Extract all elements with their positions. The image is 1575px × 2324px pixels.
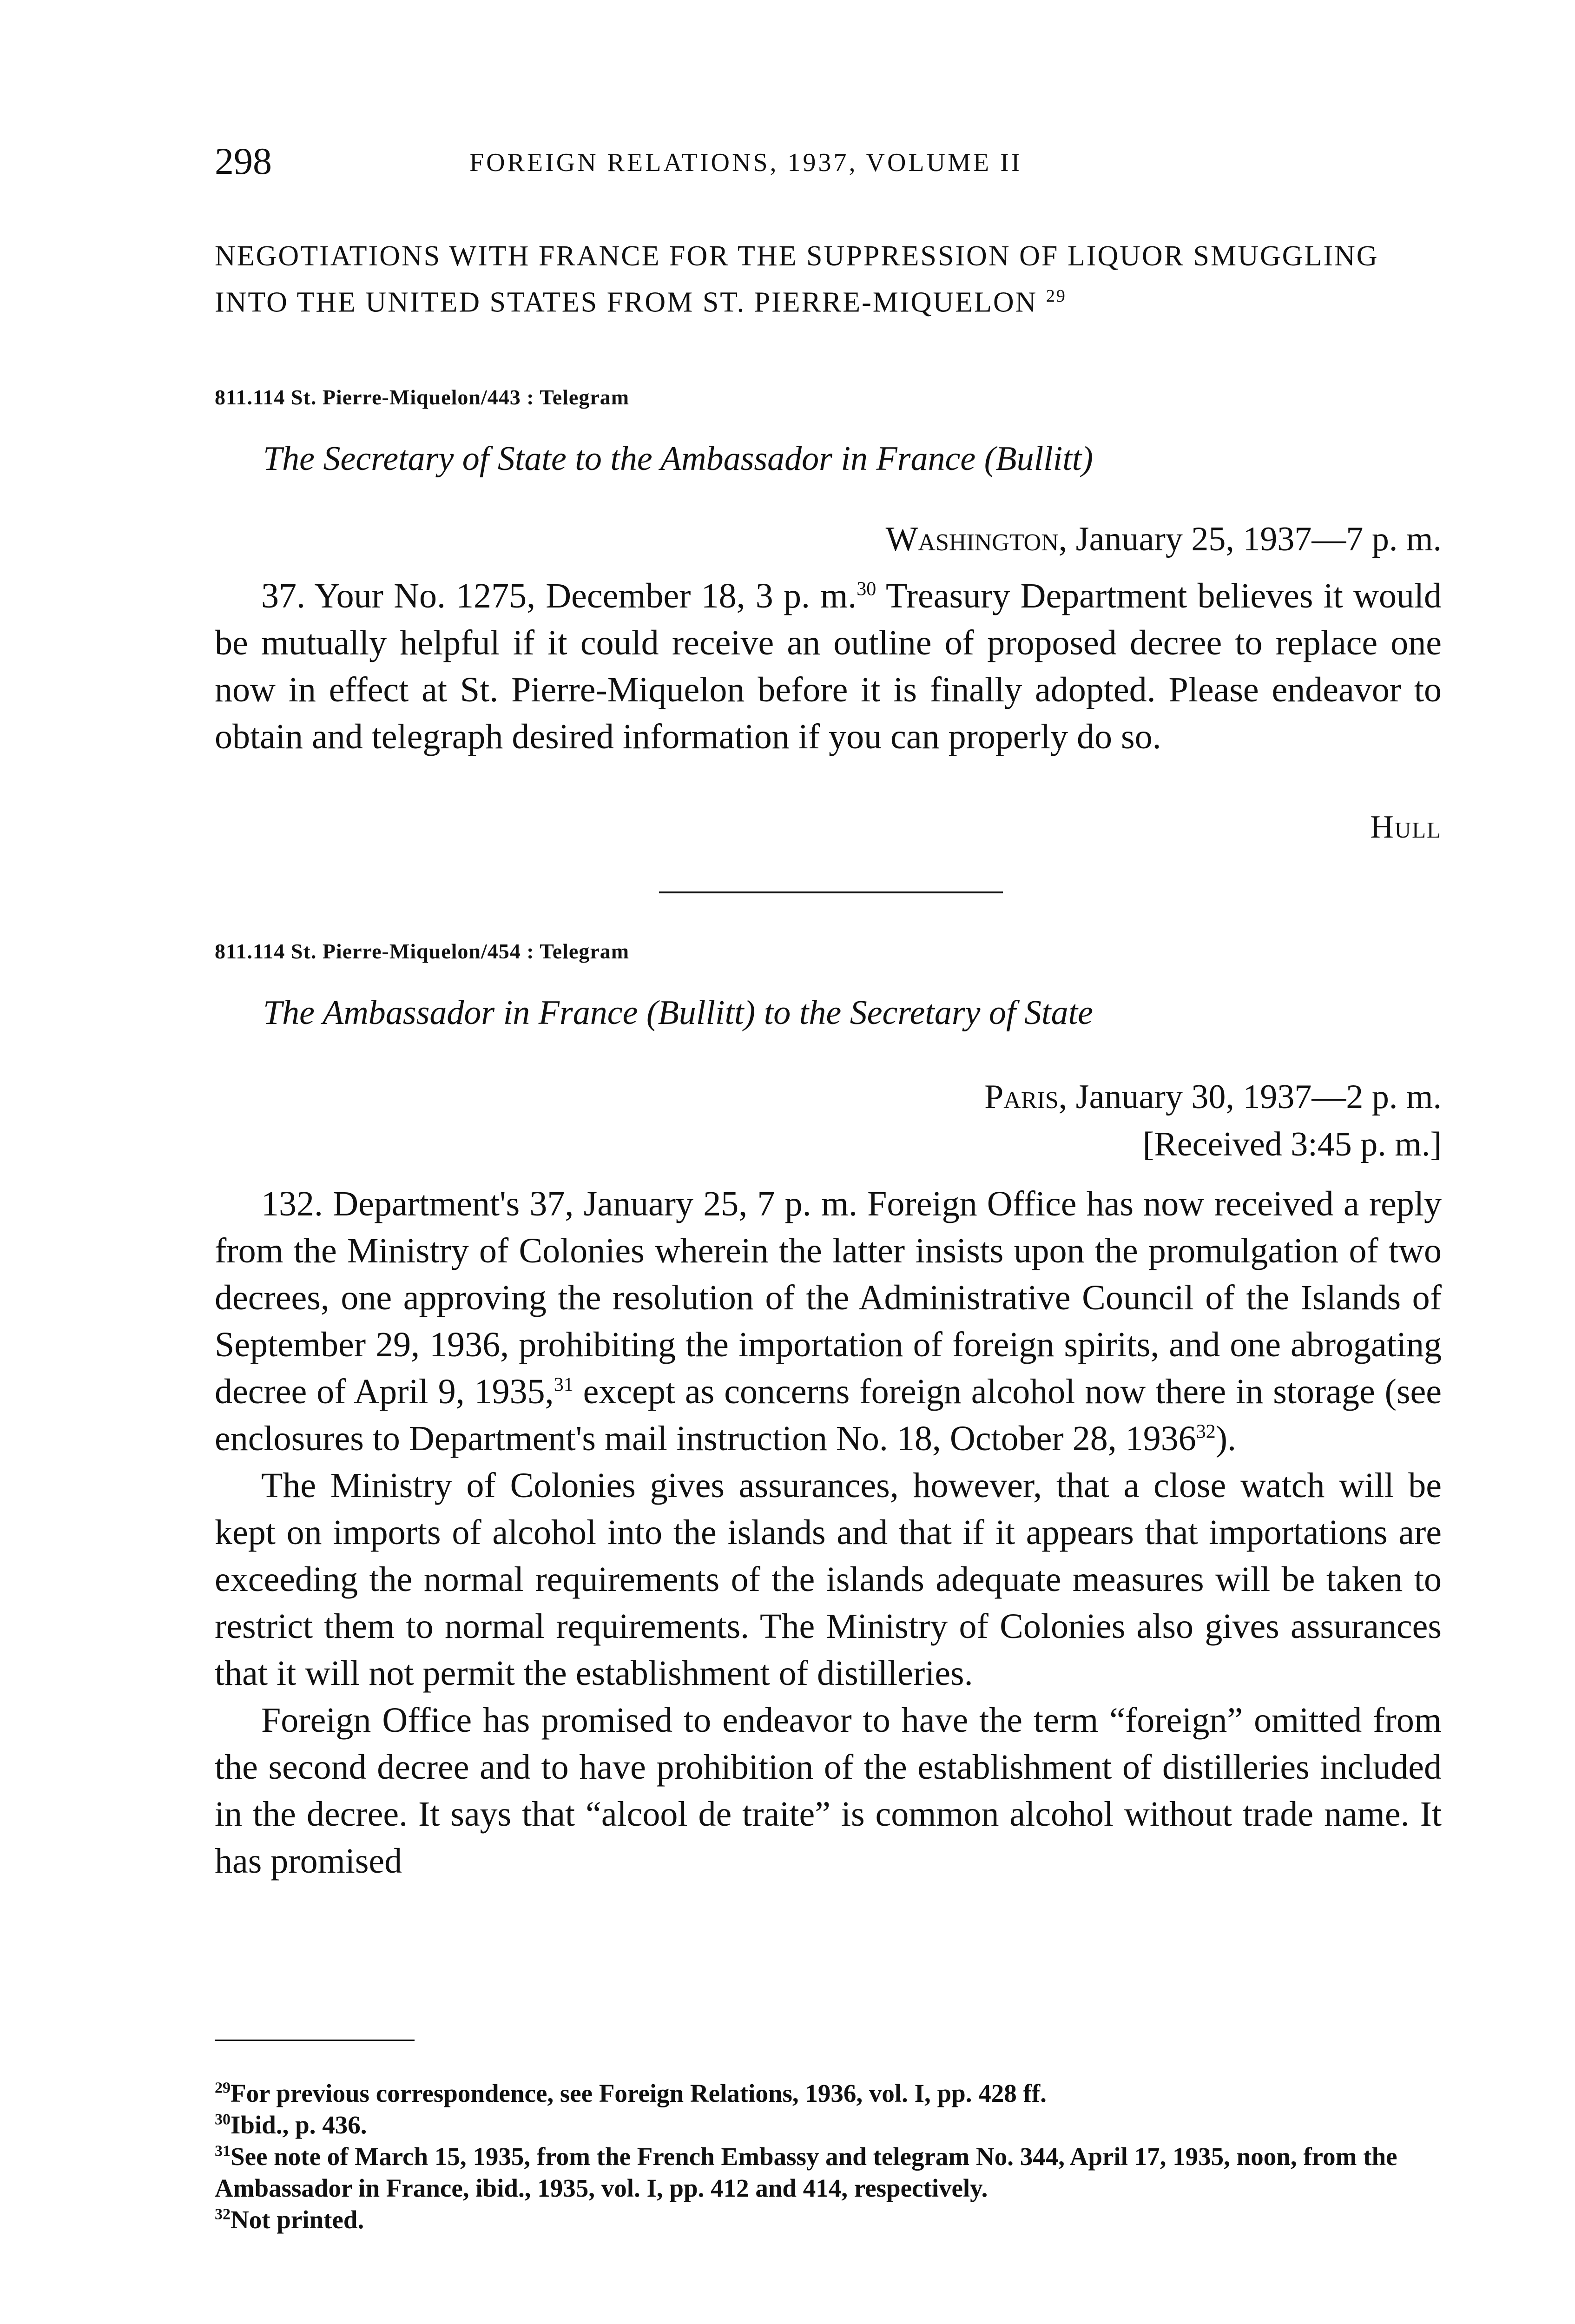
footnote-ref-29: 29: [1046, 286, 1067, 306]
doc2-title: The Ambassador in France (Bullitt) to the Secretary of State: [263, 994, 1094, 1032]
doc2-dateline: [215, 1077, 1442, 1117]
running-head: [215, 139, 1442, 195]
doc2-p1-text-b: except as concerns foreign alcohol now there in storage (see enclosures to Department's mail instruction No. 18, October 28, 1936: [215, 1372, 1442, 1458]
doc2-p1-text-a: 132. Department's 37, January 25, 7 p. m. Foreign Office has now received a reply from the Ministry of Colonies wherein the latter insists upon the promulgation of two decrees, one approving the resolution of the Administrative Council of the Islands of September 29, 1936, prohibiting the importation of foreign spirits, and one abrogating decree of April 9, 1935,: [215, 1184, 1442, 1411]
doc1-signature: [1370, 809, 1442, 846]
doc2-dateline-place: Paris,: [984, 1078, 1068, 1116]
footnotes: [215, 2078, 1442, 2236]
footnote-number: 30: [215, 2111, 231, 2128]
doc2-file-reference: 811.114 St. Pierre-Miquelon/454 : Telegram: [215, 939, 630, 963]
section-title: [215, 236, 1442, 323]
footnote-number: 31: [215, 2142, 231, 2160]
doc2-paragraph-2: The Ministry of Colonies gives assurances, however, that a close watch will be kept on imports of alcohol into the islands and that if it appears that importations are exceeding the normal requirements of the islands adequate measures will be taken to restrict them to normal requirements. The Ministry of Colonies also gives assurances that it will not permit the establishment of distilleries.: [215, 1466, 1442, 1693]
section-title-text: NEGOTIATIONS WITH FRANCE FOR THE SUPPRESSION OF LIQUOR SMUGGLING INTO THE UNITED STATES FROM ST. PIERRE-MIQUELON: [215, 240, 1379, 318]
footnote-text: Not printed.: [231, 2205, 364, 2234]
running-head-title: FOREIGN RELATIONS, 1937, VOLUME II: [469, 148, 1022, 177]
doc1-body: [215, 573, 1442, 760]
doc1-title: The Secretary of State to the Ambassador in France (Bullitt): [263, 440, 1094, 478]
footnote-29: [215, 2078, 1442, 2109]
doc1-dateline-place: Washington,: [885, 520, 1068, 558]
footnote-30: [215, 2109, 1442, 2141]
page-number: 298: [215, 140, 272, 182]
doc1-paragraph: [215, 573, 1442, 760]
footnote-ref-32: 32: [1196, 1421, 1216, 1443]
signature-text: Hull: [1370, 809, 1442, 845]
doc2-p1-text-c: ).: [1215, 1419, 1237, 1458]
doc2-paragraph-1: [215, 1181, 1442, 1462]
doc2-received: [Received 3:45 p. m.]: [1142, 1125, 1442, 1163]
footnote-ref-30: 30: [857, 578, 876, 600]
doc1-para-text-b: Treasury Department believes it would be mutually helpful if it could receive an outline of proposed decree to replace one now in effect at St. Pierre-Miquelon before it is finally adopted. Please endeavor to obtain and telegraph desired information if you can properly do so.: [215, 576, 1442, 756]
section-divider: [659, 891, 1003, 893]
doc1-file-reference: 811.114 St. Pierre-Miquelon/443 : Telegram: [215, 385, 630, 409]
footnote-31: [215, 2141, 1442, 2204]
footnote-number: 29: [215, 2079, 231, 2097]
doc1-dateline-date: January 25, 1937—7 p. m.: [1075, 520, 1442, 558]
footnote-text: See note of March 15, 1935, from the French Embassy and telegram No. 344, April 17, 1935, noon, from the Ambassador in France, ibid., 1935, vol. I, pp. 412 and 414, respectively.: [215, 2142, 1397, 2202]
footnote-ref-31: 31: [554, 1374, 573, 1396]
doc2-dateline-date: January 30, 1937—2 p. m.: [1075, 1078, 1442, 1116]
footnote-32: [215, 2204, 1442, 2236]
doc1-dateline: [215, 520, 1442, 559]
doc1-para-text-a: 37. Your No. 1275, December 18, 3 p. m.: [261, 576, 857, 615]
doc2-paragraph-3: Foreign Office has promised to endeavor to have the term “foreign” omitted from the second decree and to have prohibition of the establishment of distilleries included in the decree. It says that “alcool de traite” is common alcohol without trade name. It has promised: [215, 1701, 1442, 1881]
footnote-text: For previous correspondence, see Foreign Relations, 1936, vol. I, pp. 428 ff.: [231, 2079, 1047, 2107]
footnote-text: Ibid., p. 436.: [231, 2111, 367, 2139]
footnote-rule: [215, 2040, 415, 2041]
footnote-number: 32: [215, 2205, 231, 2223]
doc2-body: [215, 1181, 1442, 1885]
